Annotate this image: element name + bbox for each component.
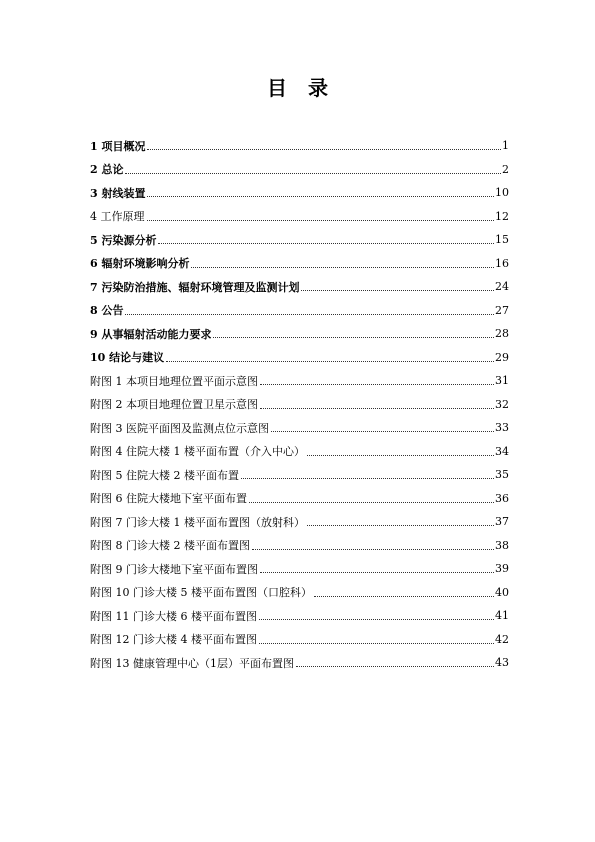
toc-entry-label: 附图 8 门诊大楼 2 楼平面布置图	[90, 539, 250, 553]
toc-entry-page: 31	[495, 374, 509, 388]
toc-entry-label: 10 结论与建议	[90, 351, 165, 365]
dot-leader	[296, 666, 494, 667]
dot-leader	[125, 173, 501, 174]
toc-entry-figure-5[interactable]	[90, 463, 509, 487]
toc-entry-page: 43	[495, 656, 509, 670]
toc-title: 目 录	[267, 76, 328, 100]
toc-entry-label: 3 射线装置	[90, 186, 146, 200]
toc-entry-figure-12[interactable]	[90, 628, 509, 652]
dot-leader	[271, 431, 494, 432]
toc-entry-figure-1[interactable]	[90, 369, 509, 393]
dot-leader	[166, 361, 494, 362]
dot-leader	[307, 455, 494, 456]
toc-entry-page: 15	[495, 233, 509, 247]
toc-entry-page: 27	[495, 303, 509, 317]
dot-leader	[259, 643, 494, 644]
toc-entry-figure-10[interactable]	[90, 581, 509, 605]
toc-entry-page: 37	[495, 515, 509, 529]
dot-leader	[314, 596, 494, 597]
toc-entry-page: 24	[495, 280, 509, 294]
toc-entry-figure-2[interactable]	[90, 393, 509, 417]
toc-entry-page: 1	[502, 139, 509, 153]
toc-entry-page: 32	[495, 397, 509, 411]
dot-leader	[259, 619, 494, 620]
toc-entry-page: 39	[495, 562, 509, 576]
toc-entry-label: 附图 9 门诊大楼地下室平面布置图	[90, 562, 258, 576]
dot-leader	[241, 478, 494, 479]
toc-entry-label: 8 公告	[90, 304, 124, 318]
toc-entry-chapter-9[interactable]	[90, 322, 509, 346]
toc-entry-chapter-4[interactable]	[90, 205, 509, 229]
toc-entry-figure-11[interactable]	[90, 604, 509, 628]
toc-entry-label: 1 项目概况	[90, 139, 146, 153]
toc-entry-figure-13[interactable]	[90, 651, 509, 675]
dot-leader	[147, 220, 495, 221]
toc-list	[90, 134, 509, 675]
dot-leader	[249, 502, 494, 503]
toc-entry-label: 4 工作原理	[90, 210, 145, 224]
toc-entry-figure-6[interactable]	[90, 487, 509, 511]
toc-entry-page: 2	[502, 162, 509, 176]
toc-entry-figure-4[interactable]	[90, 440, 509, 464]
toc-entry-chapter-3[interactable]	[90, 181, 509, 205]
toc-entry-label: 附图 2 本项目地理位置卫星示意图	[90, 398, 258, 412]
toc-entry-page: 16	[495, 256, 509, 270]
toc-entry-label: 附图 5 住院大楼 2 楼平面布置	[90, 468, 239, 482]
toc-entry-chapter-2[interactable]	[90, 158, 509, 182]
toc-entry-label: 附图 4 住院大楼 1 楼平面布置（介入中心）	[90, 445, 305, 459]
dot-leader	[307, 525, 494, 526]
toc-entry-page: 35	[495, 468, 509, 482]
toc-entry-page: 38	[495, 538, 509, 552]
toc-entry-chapter-10[interactable]	[90, 346, 509, 370]
toc-entry-page: 10	[495, 186, 509, 200]
toc-entry-page: 42	[495, 632, 509, 646]
dot-leader	[158, 243, 494, 244]
toc-entry-label: 附图 7 门诊大楼 1 楼平面布置图（放射科）	[90, 515, 305, 529]
toc-entry-figure-3[interactable]	[90, 416, 509, 440]
dot-leader	[260, 572, 494, 573]
dot-leader	[213, 337, 494, 338]
dot-leader	[191, 267, 494, 268]
dot-leader	[125, 314, 494, 315]
dot-leader	[147, 149, 501, 150]
toc-entry-label: 附图 1 本项目地理位置平面示意图	[90, 374, 258, 388]
toc-entry-label: 6 辐射环境影响分析	[90, 257, 190, 271]
toc-entry-page: 33	[495, 421, 509, 435]
toc-entry-chapter-6[interactable]	[90, 252, 509, 276]
toc-entry-label: 附图 3 医院平面图及监测点位示意图	[90, 421, 269, 435]
toc-entry-label: 9 从事辐射活动能力要求	[90, 327, 212, 341]
toc-entry-label: 2 总论	[90, 163, 124, 177]
toc-entry-figure-7[interactable]	[90, 510, 509, 534]
toc-entry-chapter-5[interactable]	[90, 228, 509, 252]
toc-entry-page: 36	[495, 491, 509, 505]
toc-entry-figure-9[interactable]	[90, 557, 509, 581]
toc-entry-page: 28	[495, 327, 509, 341]
toc-entry-label: 附图 13 健康管理中心（1层）平面布置图	[90, 656, 294, 670]
toc-entry-figure-8[interactable]	[90, 534, 509, 558]
toc-entry-label: 附图 6 住院大楼地下室平面布置	[90, 492, 247, 506]
toc-entry-page: 41	[495, 609, 509, 623]
toc-entry-label: 附图 12 门诊大楼 4 楼平面布置图	[90, 633, 257, 647]
toc-entry-page: 12	[495, 209, 509, 223]
toc-entry-label: 7 污染防治措施、辐射环境管理及监测计划	[90, 280, 300, 294]
dot-leader	[147, 196, 494, 197]
toc-entry-label: 5 污染源分析	[90, 233, 157, 247]
toc-entry-page: 40	[495, 585, 509, 599]
dot-leader	[260, 384, 494, 385]
toc-entry-page: 29	[495, 350, 509, 364]
dot-leader	[301, 290, 494, 291]
dot-leader	[260, 408, 494, 409]
toc-entry-chapter-7[interactable]	[90, 275, 509, 299]
toc-entry-label: 附图 10 门诊大楼 5 楼平面布置图（口腔科）	[90, 586, 312, 600]
dot-leader	[252, 549, 494, 550]
toc-entry-chapter-8[interactable]	[90, 299, 509, 323]
toc-entry-page: 34	[495, 444, 509, 458]
toc-entry-label: 附图 11 门诊大楼 6 楼平面布置图	[90, 609, 257, 623]
toc-entry-chapter-1[interactable]	[90, 134, 509, 158]
